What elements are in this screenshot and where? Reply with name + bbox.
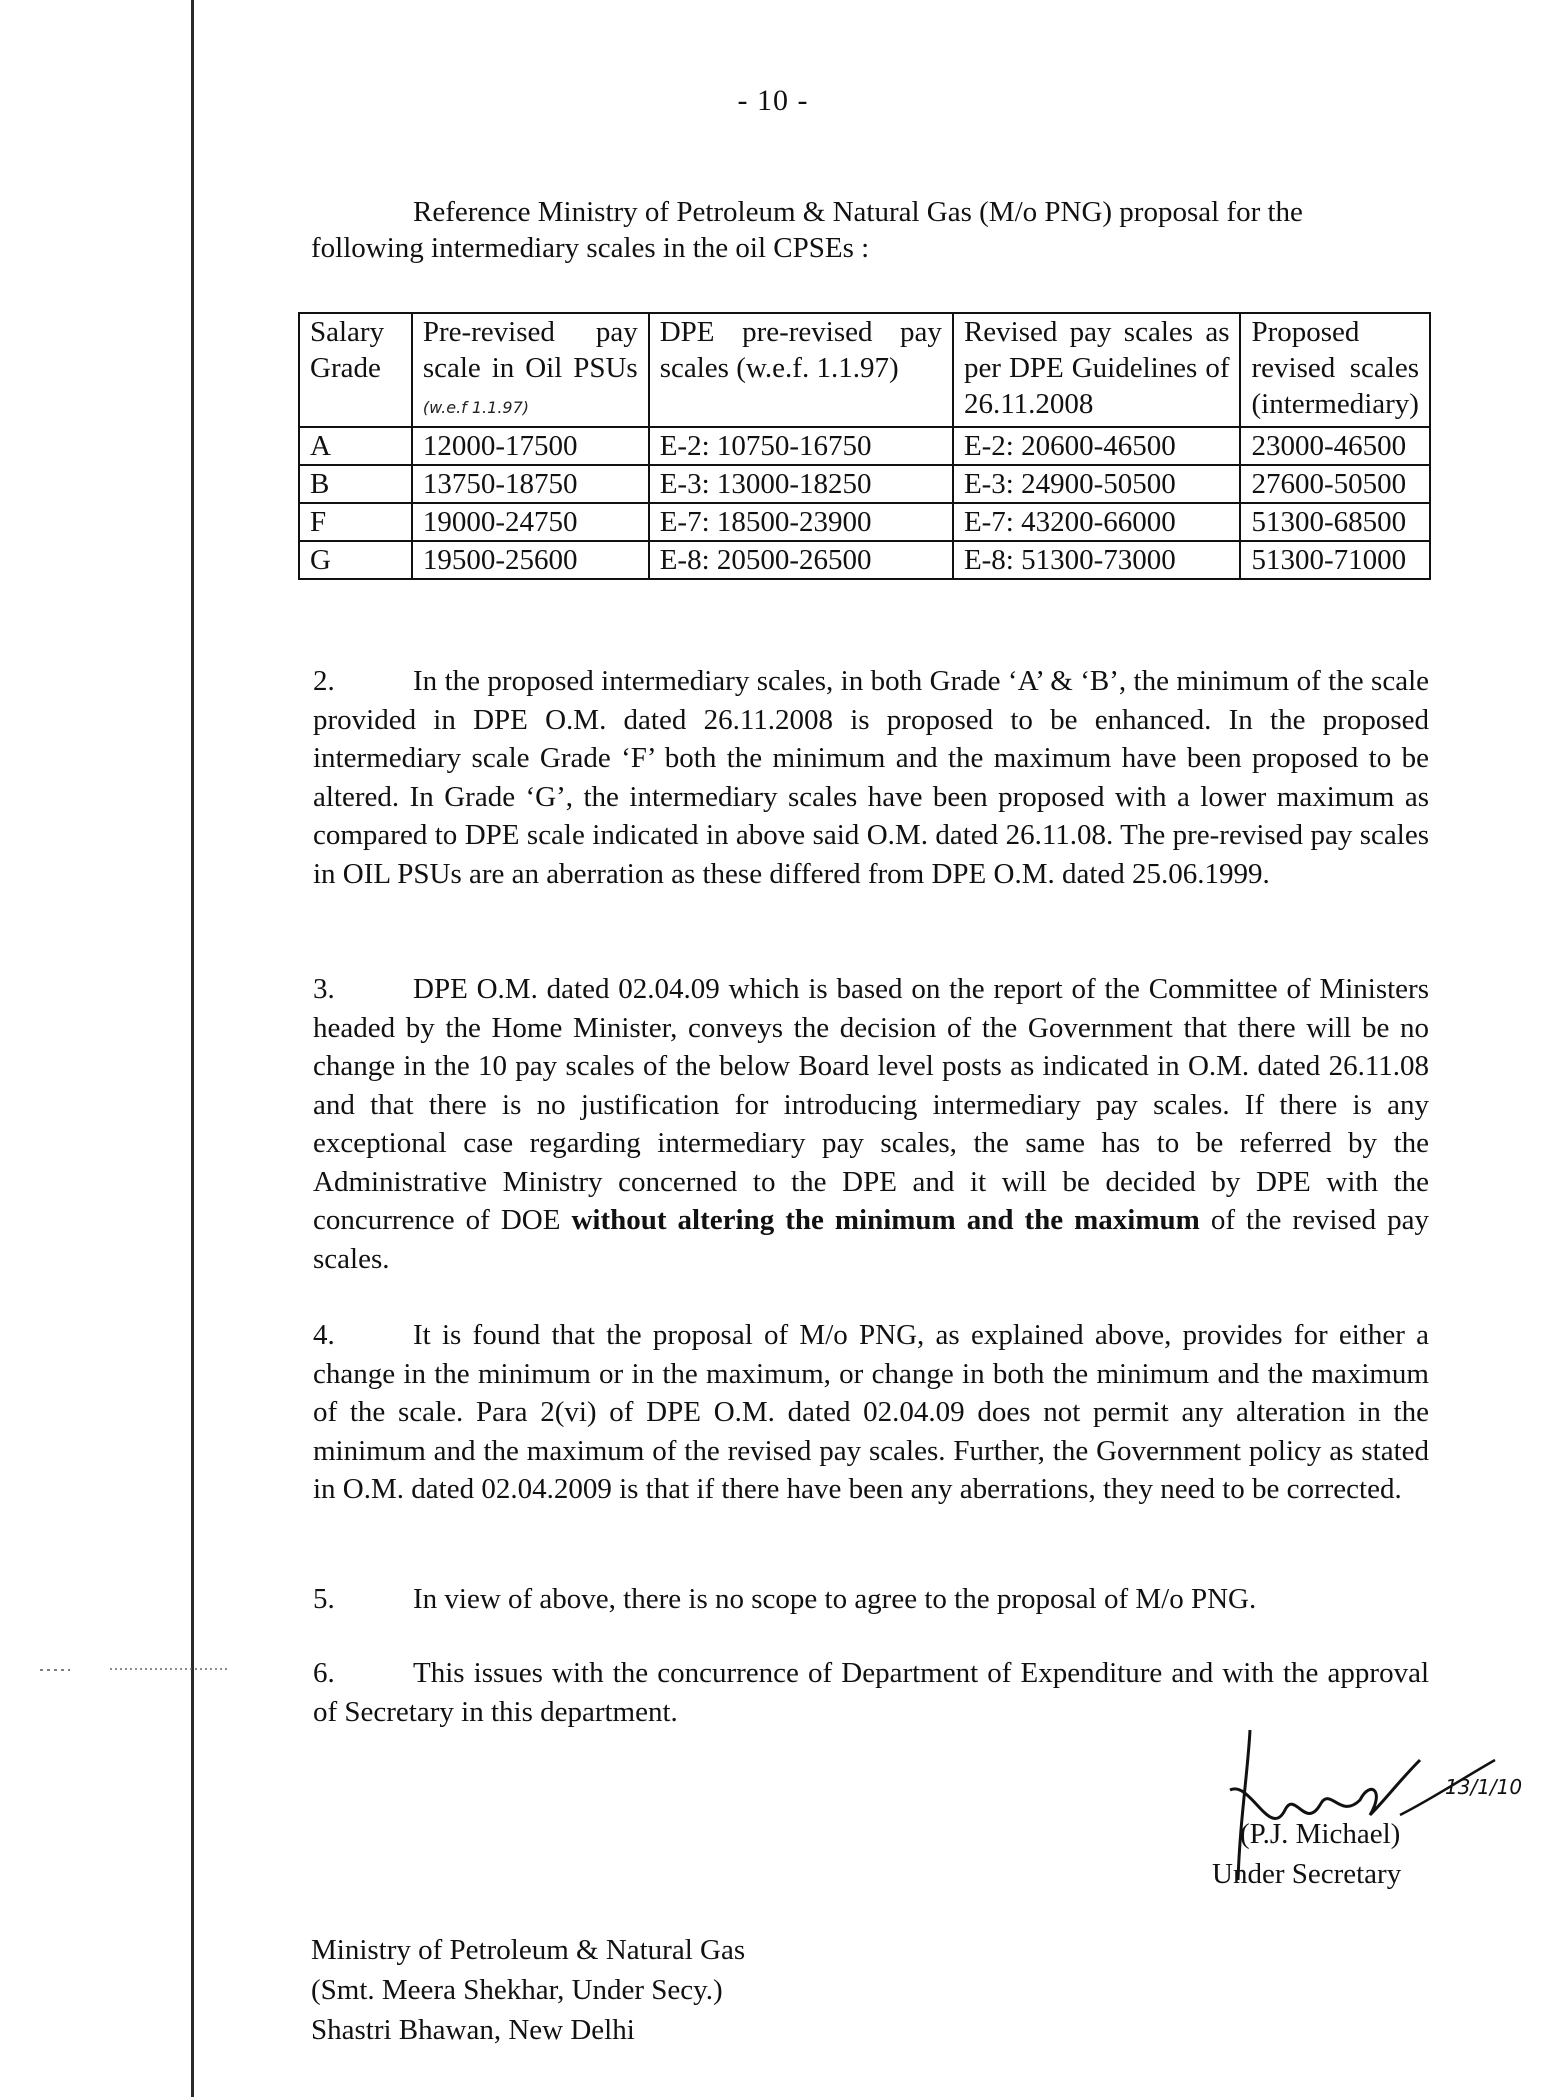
cell-revised: E-7: 43200-66000: [953, 503, 1241, 541]
recipient-address: [311, 1930, 745, 2050]
table-row: [299, 427, 1430, 465]
cell-pre-revised: 19500-25600: [412, 541, 649, 579]
header-revised-dpe: Revised pay scales as per DPE Guidelines of 26.11.2008: [953, 313, 1241, 427]
signatory-name: (P.J. Michael): [1240, 1818, 1401, 1850]
paragraph-3: [313, 970, 1429, 1278]
cell-proposed: 23000-46500: [1240, 427, 1430, 465]
handwritten-date: 13/1/10: [1445, 1775, 1523, 1799]
paragraph-text: This issues with the concurrence of Department of Expenditure and with the approval of Secretary in this department.: [313, 1657, 1429, 1728]
cell-revised: E-3: 24900-50500: [953, 465, 1241, 503]
address-line-3: Shastri Bhawan, New Delhi: [311, 2014, 635, 2046]
header-dpe-pre-revised: DPE pre-revised pay scales (w.e.f. 1.1.97): [649, 313, 953, 427]
paragraph-tail-text: of the revised pay scales.: [313, 1204, 1430, 1275]
paragraph-text: In the proposed intermediary scales, in both Grade ‘A’ & ‘B’, the minimum of the scale provided in DPE O.M. dated 26.11.2008 is proposed to be enhanced. In the proposed intermediary scale Grade ‘F’ both the minimum and the maximum have been proposed to be altered. In Grade ‘G’, the intermediary scales have been proposed with a lower maximum as compared to DPE scale indicated in above said O.M. dated 26.11.08. The pre-revised pay scales in OIL PSUs are an aberration as these differed from DPE O.M. dated 25.06.1999.: [313, 665, 1429, 890]
paragraph-text: DPE O.M. dated 02.04.09 which is based on the report of the Committee of Ministers headed by the Home Minister, conveys the decision of the Government that there will be no change in the 10 pay scales of the below Board level posts as indicated in O.M. dated 26.11.08 and that there is no justification for introducing intermediary pay scales. If there is any exceptional case regarding intermediary pay scales, the same has to be referred by the Administrative Ministry concerned to the DPE and it will be decided by DPE with the concurrence of DOE: [313, 973, 1429, 1236]
cell-dpe-pre-revised: E-3: 13000-18250: [649, 465, 953, 503]
intro-line-2: following intermediary scales in the oil CPSEs :: [311, 232, 870, 264]
paragraph-number: 6.: [313, 1657, 335, 1689]
header-pre-revised-oil: Pre-revised pay scale in Oil PSUs (w.e.f 1.1.97): [412, 313, 649, 427]
handwritten-date-note: (w.e.f 1.1.97): [422, 398, 529, 417]
paragraph-text: In view of above, there is no scope to agree to the proposal of M/o PNG.: [413, 1583, 1257, 1615]
cell-grade: B: [299, 465, 412, 503]
paragraph-2: [313, 662, 1429, 893]
table-row: [299, 541, 1430, 579]
scan-smudge-marks: [30, 1660, 250, 1680]
paragraph-5: [313, 1580, 1429, 1619]
page-number: - 10 -: [737, 84, 809, 117]
paragraph-bold-text: without altering the minimum and the maximum: [571, 1204, 1200, 1236]
intro-line-1: Reference Ministry of Petroleum & Natural Gas (M/o PNG) proposal for the: [413, 196, 1303, 228]
paragraph-number: 2.: [313, 665, 335, 697]
paragraph-4: [313, 1316, 1429, 1509]
intro-paragraph: [313, 194, 1429, 266]
binding-margin-line: [191, 0, 194, 2097]
cell-proposed: 51300-68500: [1240, 503, 1430, 541]
cell-proposed: 27600-50500: [1240, 465, 1430, 503]
cell-grade: F: [299, 503, 412, 541]
header-proposed-revised: Proposed revised scales (intermediary): [1240, 313, 1430, 427]
table-header-row: [299, 313, 1430, 427]
header-salary-grade: Salary Grade: [299, 313, 412, 427]
cell-proposed: 51300-71000: [1240, 541, 1430, 579]
paragraph-number: 4.: [313, 1319, 335, 1351]
cell-revised: E-8: 51300-73000: [953, 541, 1241, 579]
cell-pre-revised: 19000-24750: [412, 503, 649, 541]
cell-pre-revised: 12000-17500: [412, 427, 649, 465]
cell-grade: A: [299, 427, 412, 465]
paragraph-text: It is found that the proposal of M/o PNG, as explained above, provides for either a change in the minimum or in the maximum, or change in both the minimum and the maximum of the scale. Para 2(vi) of DPE O.M. dated 02.04.09 does not permit any alteration in the minimum and the maximum of the revised pay scales. Further, the Government policy as stated in O.M. dated 02.04.2009 is that if there have been any aberrations, they need to be corrected.: [313, 1319, 1429, 1505]
cell-revised: E-2: 20600-46500: [953, 427, 1241, 465]
cell-dpe-pre-revised: E-2: 10750-16750: [649, 427, 953, 465]
table-row: [299, 503, 1430, 541]
cell-grade: G: [299, 541, 412, 579]
address-line-1: Ministry of Petroleum & Natural Gas: [311, 1934, 746, 1966]
intermediary-scales-table: [298, 312, 1431, 580]
table-row: [299, 465, 1430, 503]
paragraph-number: 5.: [313, 1583, 335, 1615]
signatory-designation: Under Secretary: [1212, 1858, 1402, 1890]
cell-pre-revised: 13750-18750: [412, 465, 649, 503]
cell-dpe-pre-revised: E-8: 20500-26500: [649, 541, 953, 579]
address-line-2: (Smt. Meera Shekhar, Under Secy.): [311, 1974, 723, 2006]
cell-dpe-pre-revised: E-7: 18500-23900: [649, 503, 953, 541]
paragraph-number: 3.: [313, 973, 335, 1005]
